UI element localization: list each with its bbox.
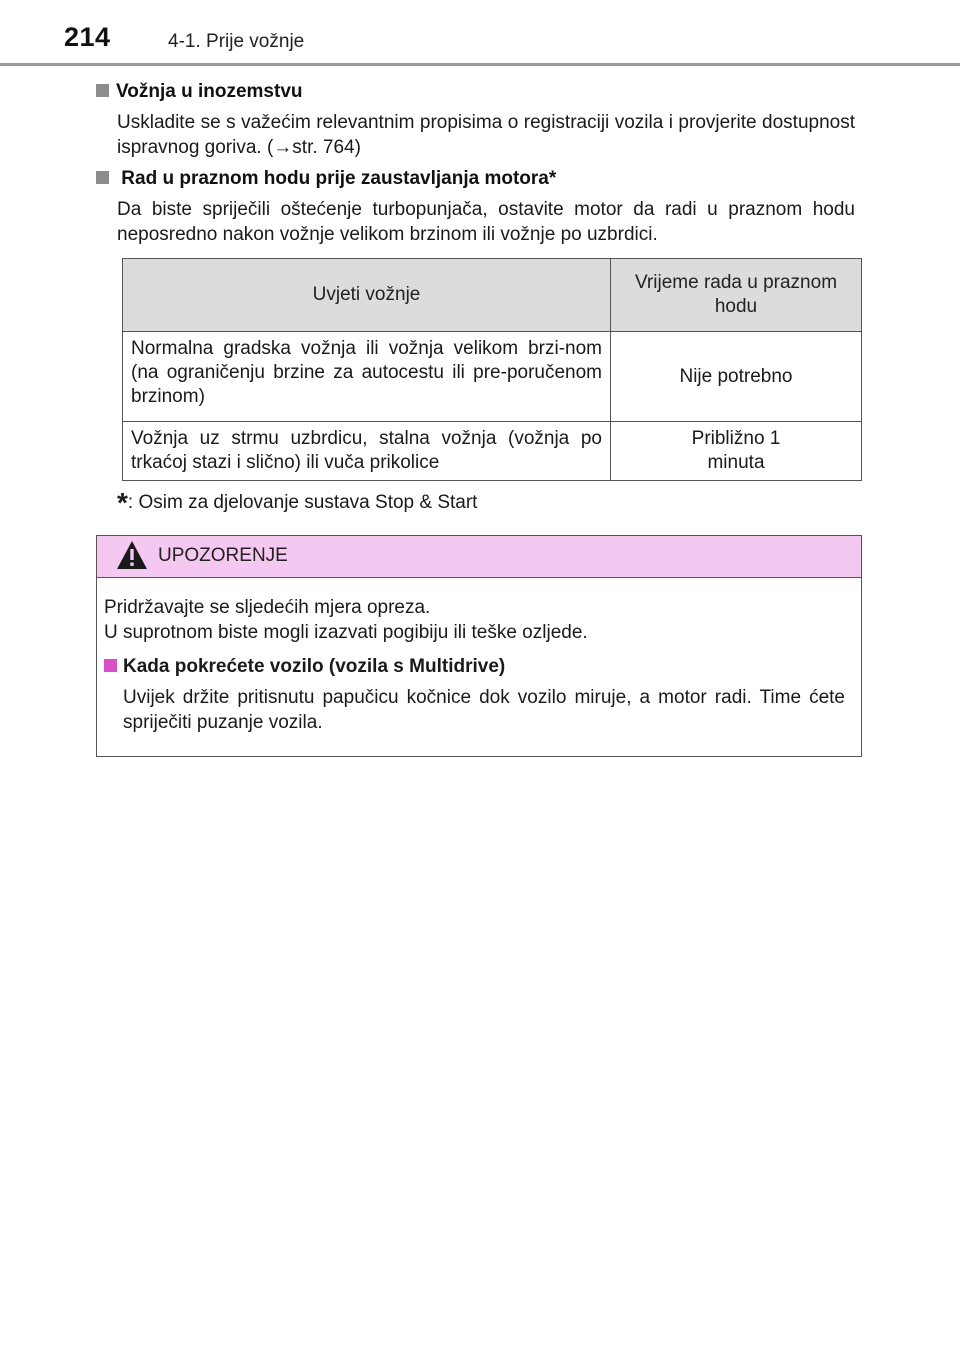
table-cell-time-text: Približno 1 minuta xyxy=(691,428,781,473)
footnote xyxy=(117,487,477,519)
page-header xyxy=(0,0,960,66)
warning-body: Uvijek držite pritisnutu papučicu kočnice dok vozilo miruje, a motor radi. Time ćete spriječiti puzanje vozila. xyxy=(123,687,845,733)
footnote-marker: * xyxy=(117,487,128,518)
section-body-abroad xyxy=(117,110,855,160)
table-row xyxy=(123,422,862,481)
warning-header xyxy=(97,536,861,578)
warning-box xyxy=(96,535,862,757)
warning-line-1: Pridržavajte se sljedećih mjera opreza. xyxy=(104,597,431,618)
warning-subheading-text: Kada pokrećete vozilo (vozila s Multidrive) xyxy=(123,656,506,677)
idle-time-table xyxy=(122,258,862,481)
square-bullet-icon xyxy=(96,171,109,184)
arrow-icon: → xyxy=(273,137,293,158)
section-heading-abroad xyxy=(96,81,303,103)
table-cell-time xyxy=(611,422,862,481)
table-cell-time: Nije potrebno xyxy=(611,332,862,422)
page-number: 214 xyxy=(64,22,111,52)
header-divider xyxy=(0,63,960,66)
page-reference-link[interactable]: str. 764) xyxy=(292,137,361,158)
table-row xyxy=(123,332,862,422)
section-heading-text: Vožnja u inozemstvu xyxy=(116,81,303,102)
section-heading-idle xyxy=(96,168,556,190)
chapter-title: 4-1. Prije vožnje xyxy=(168,31,305,52)
table-header-conditions: Uvjeti vožnje xyxy=(123,259,611,332)
footnote-text: : Osim za djelovanje sustava Stop & Start xyxy=(127,492,478,513)
table-cell-condition: Normalna gradska vožnja ili vožnja velikom brzi-nom (na ograničenju brzine za autocestu ili pre-poručenom brzinom) xyxy=(123,332,611,422)
body-text: Uskladite se s važećim relevantnim propisima o registraciji vozila i provjerite dostupnost ispravnog goriva. ( xyxy=(117,112,855,158)
warning-line-2: U suprotnom biste mogli izazvati pogibiju ili teške ozljede. xyxy=(104,622,588,643)
table-header-row xyxy=(123,259,862,332)
warning-triangle-icon xyxy=(115,539,149,571)
table-cell-condition: Vožnja uz strmu uzbrdicu, stalna vožnja (vožnja po trkaćoj stazi i slično) ili vuča prikolice xyxy=(123,422,611,481)
section-heading-text: Rad u praznom hodu prije zaustavljanja motora* xyxy=(121,168,557,189)
warning-title: UPOZORENJE xyxy=(158,545,288,566)
square-bullet-icon xyxy=(104,659,117,672)
warning-subheading xyxy=(104,656,505,678)
square-bullet-icon xyxy=(96,84,109,97)
table-header-idle-time: Vrijeme rada u praznom hodu xyxy=(611,259,862,332)
section-body-idle: Da biste spriječili oštećenje turbopunjača, ostavite motor da radi u praznom hodu neposredno nakon vožnje velikom brzinom ili vožnje po uzbrdici. xyxy=(117,199,855,245)
